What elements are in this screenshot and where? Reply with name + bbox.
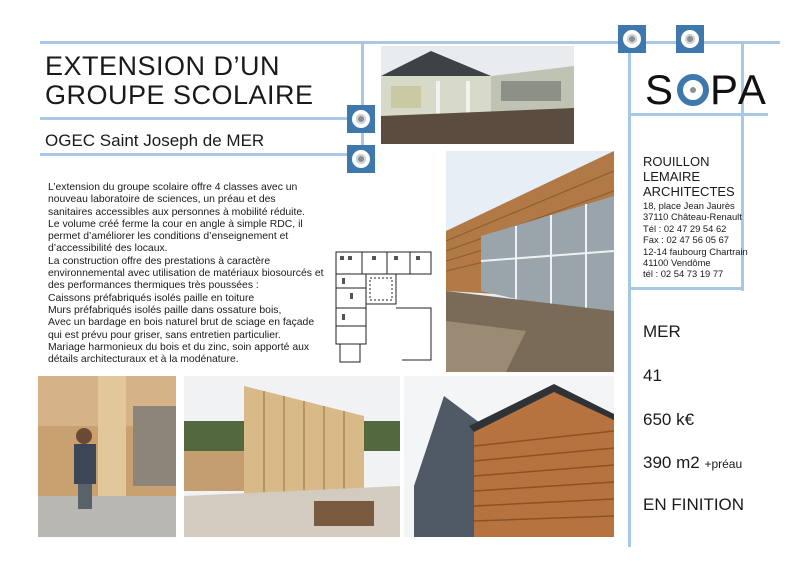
fact-area-value: 390 m2 — [643, 453, 700, 472]
fact-area-note: +préau — [704, 457, 743, 471]
page-title — [45, 52, 345, 110]
facade-photo — [446, 151, 614, 372]
architect-name-line-3: ARCHITECTES — [643, 184, 735, 199]
frame-line-right-lower — [628, 287, 743, 290]
description-line: nouveau laboratoire de sciences, un préau et des — [48, 194, 276, 206]
logo-text-start: S — [645, 66, 677, 113]
description-line: sanitaires accessibles aux personnes à mobilité réduite. — [48, 206, 306, 218]
logo-o-lens — [677, 74, 709, 106]
address-line: 37110 Château-Renault — [643, 211, 742, 223]
description-line: L’extension du groupe scolaire offre 4 classes avec un — [48, 182, 298, 193]
lens-ornament-top-1 — [618, 25, 646, 53]
description-line: Murs préfabriqués isolés paille dans ossature bois, — [48, 304, 282, 316]
finished-building-photo — [404, 376, 614, 537]
address-line: Fax : 02 47 56 05 67 — [643, 234, 730, 246]
address-line: 12-14 faubourg Chartrain — [643, 245, 748, 257]
title-line-1: EXTENSION D’UN — [45, 51, 281, 81]
project-description — [48, 182, 331, 366]
address-line: tél : 02 54 73 19 77 — [643, 268, 724, 280]
architect-name-line-2: LEMAIRE — [643, 169, 701, 184]
description-line: Avec un bardage en bois naturel brut de sciage en façade — [48, 317, 315, 329]
description-line: La construction offre des prestations à caractère — [48, 255, 271, 267]
architect-name — [643, 154, 735, 199]
frame-line-right-column — [628, 41, 631, 547]
fact-status: EN FINITION — [643, 495, 745, 514]
description-line: Caissons préfabriqués isolés paille en toiture — [48, 292, 255, 304]
logo-text-end: PA — [710, 66, 769, 113]
lens-ornament-mid-1 — [347, 105, 375, 133]
address-line: 18, place Jean Jaurès — [643, 200, 735, 211]
frame-line-under-title — [40, 117, 360, 120]
fact-department: 41 — [643, 366, 662, 385]
architect-name-line-1: ROUILLON — [643, 154, 710, 169]
frame-line-under-client — [40, 153, 362, 156]
client-name: OGEC Saint Joseph de MER — [45, 131, 265, 150]
address-line: Tél : 02 47 29 54 62 — [643, 222, 727, 234]
frame-line-left-column — [361, 41, 364, 151]
address-line: 41100 Vendôme — [643, 257, 711, 269]
description-line: permet d’améliorer les conditions d’enseignement et — [48, 231, 289, 243]
fact-area — [643, 453, 742, 473]
lens-ornament-mid-2 — [347, 145, 375, 173]
description-line: des performances thermiques très poussées : — [48, 280, 259, 292]
fact-cost: 650 k€ — [643, 410, 695, 429]
fact-city: MER — [643, 322, 681, 341]
description-line: qui est prévu pour griser, sans entretien particulier. — [48, 329, 281, 341]
description-line: environnemental avec utilisation de matériaux biosourcés et — [48, 268, 324, 280]
scopa-logo — [645, 66, 769, 114]
construction-photo-1 — [38, 376, 176, 537]
rendering-image — [381, 46, 574, 144]
construction-photo-2 — [184, 376, 400, 537]
architect-address — [643, 200, 748, 280]
description-line: d’accessibilité des locaux. — [48, 243, 168, 255]
title-line-2: GROUPE SCOLAIRE — [45, 80, 314, 110]
description-line: Mariage harmonieux du bois et du zinc, soin apporté aux — [48, 341, 310, 353]
description-line: Le volume créé ferme la cour en angle à simple RDC, il — [48, 218, 303, 230]
description-line: détails architecturaux et à la modénature. — [48, 354, 239, 366]
lens-ornament-top-2 — [676, 25, 704, 53]
floor-plan-image — [332, 248, 435, 366]
frame-line-top — [40, 41, 780, 44]
